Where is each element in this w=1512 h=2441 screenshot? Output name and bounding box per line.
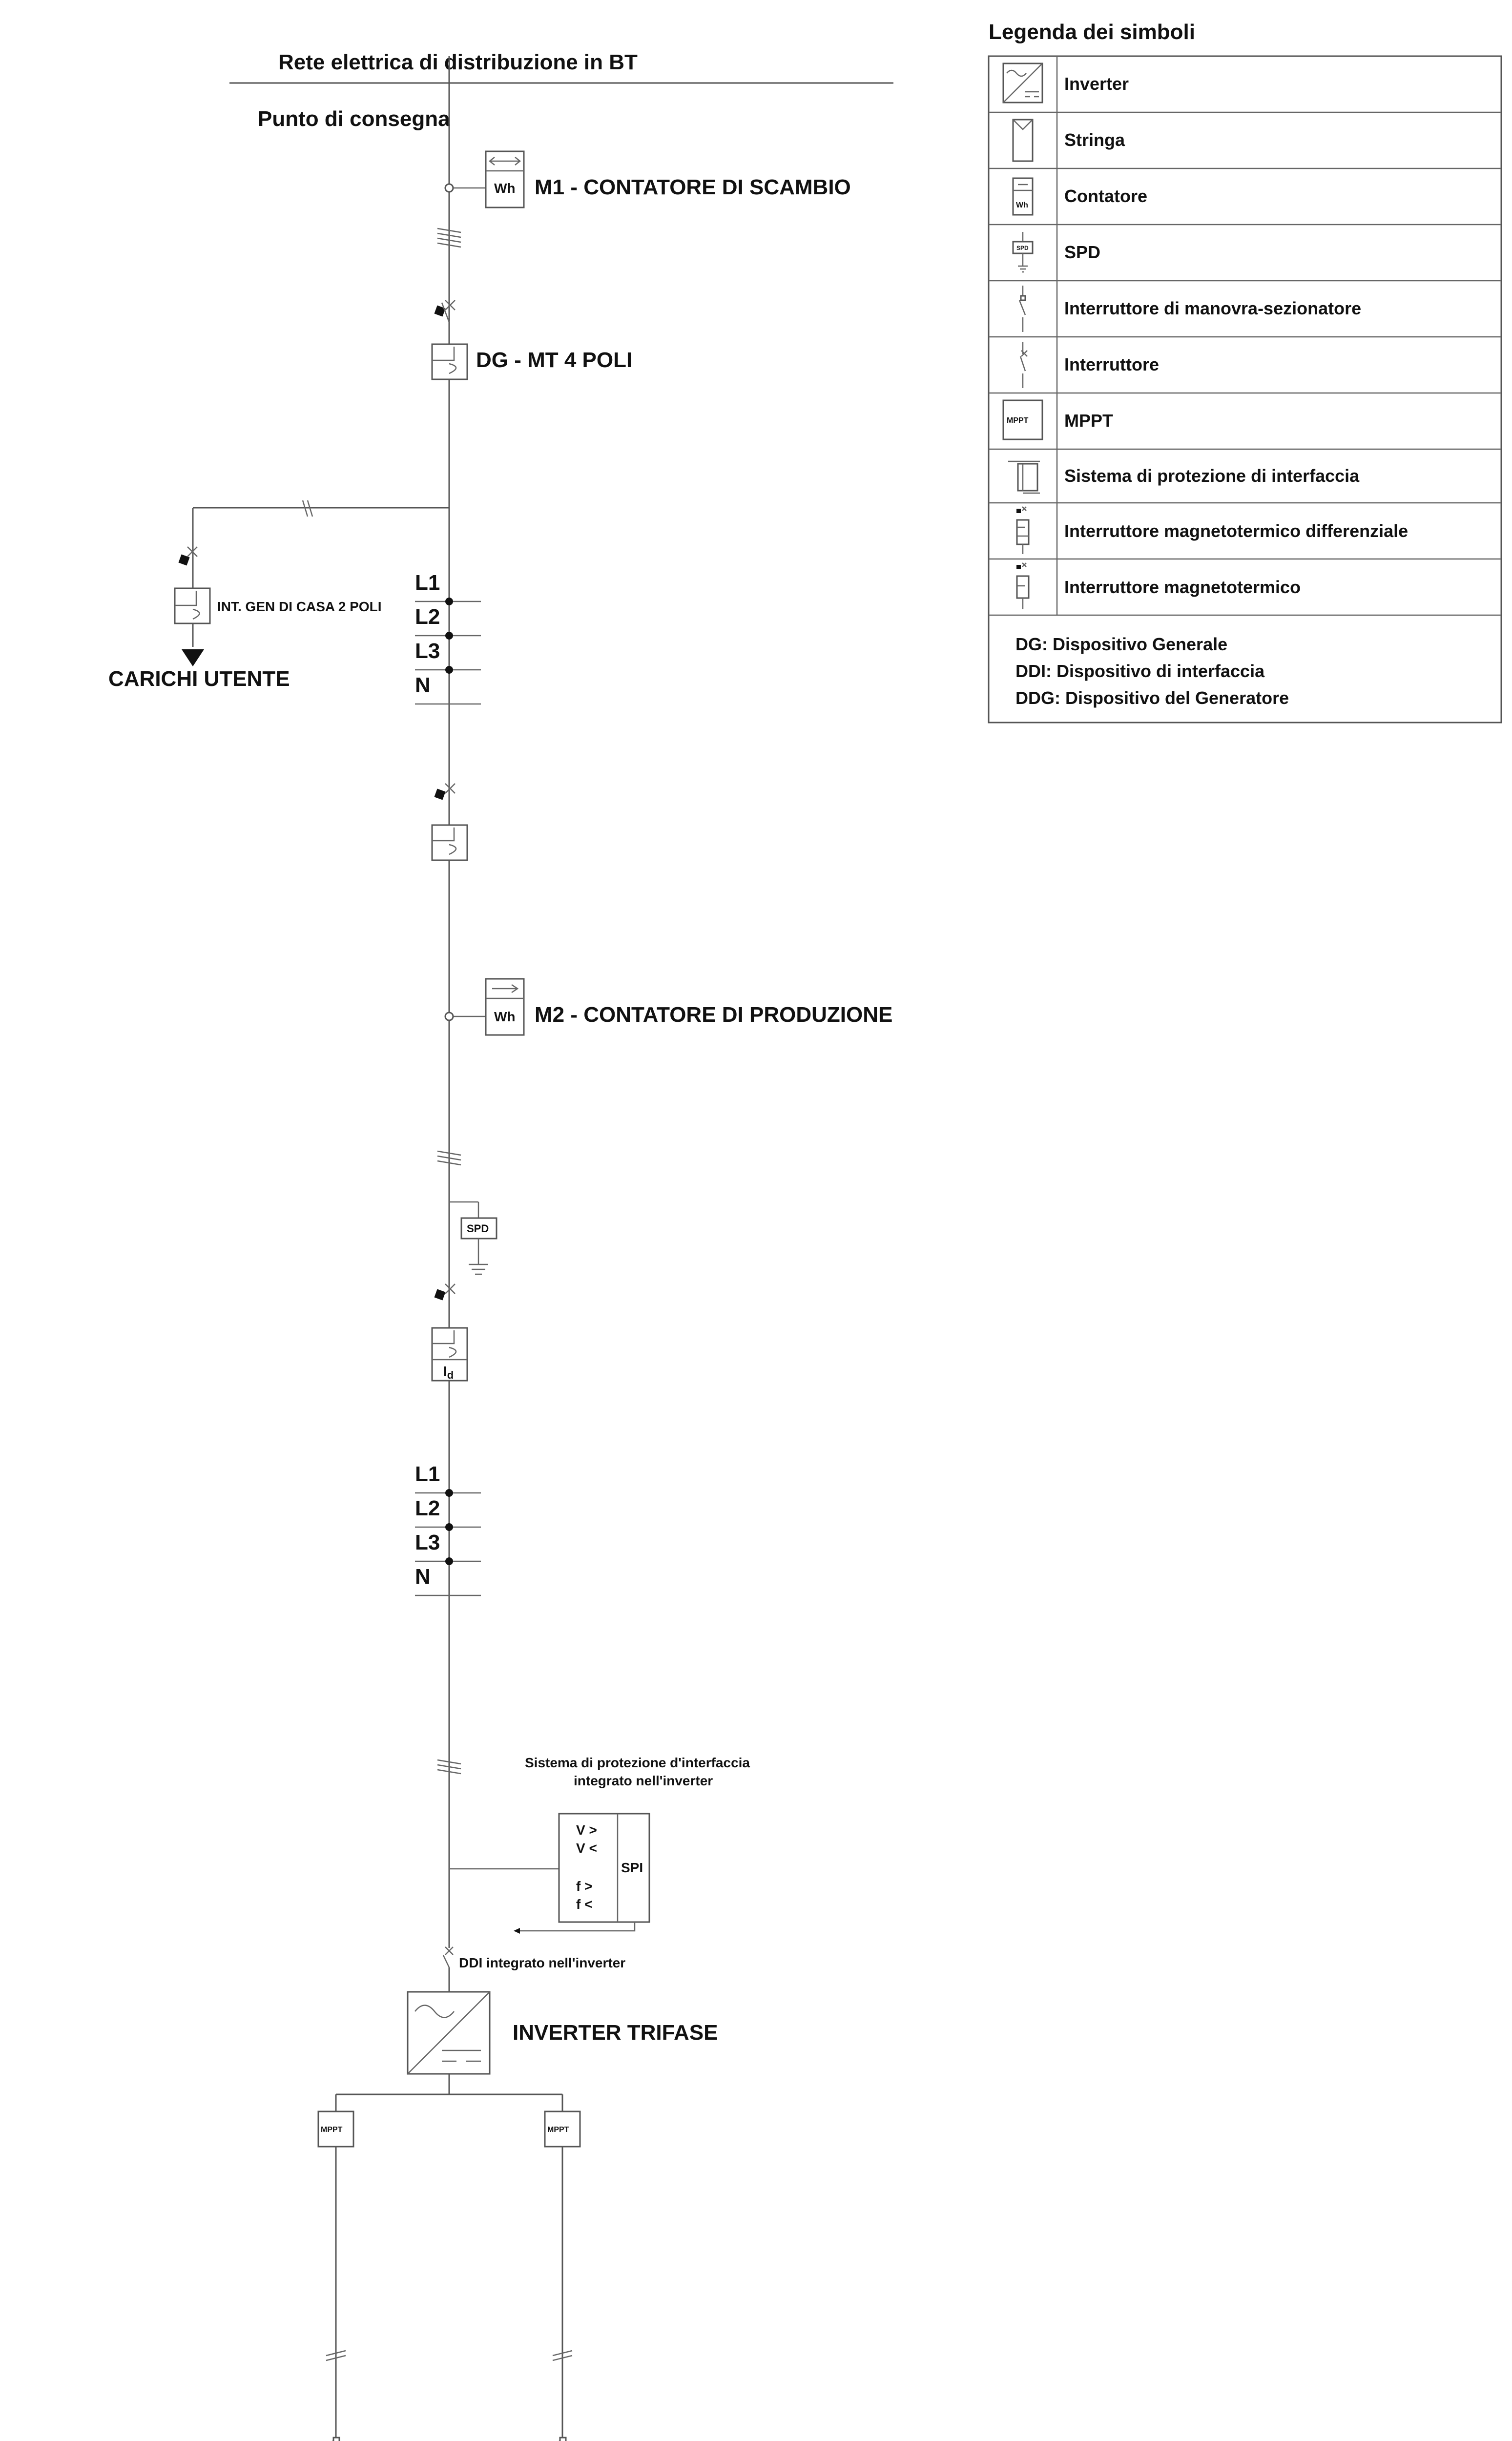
spi-relay xyxy=(449,1814,649,1934)
user-breaker-label: INT. GEN DI CASA 2 POLI xyxy=(217,599,382,614)
legend-item-inverter: Inverter xyxy=(1064,74,1129,94)
phase-l2-b: L2 xyxy=(415,1496,440,1520)
legend-meter-icon xyxy=(1013,178,1033,215)
legend-item-spd: SPD xyxy=(1064,242,1101,262)
user-loads-label: CARICHI UTENTE xyxy=(108,667,290,691)
legend-item-differential-breaker: Interruttore magnetotermico differenziale xyxy=(1064,521,1408,541)
spi-caption-1: Sistema di protezione d'interfaccia xyxy=(525,1755,750,1770)
delivery-point-label: Punto di consegna xyxy=(258,107,450,131)
legend-item-mt-breaker: Interruttore magnetotermico xyxy=(1064,577,1301,597)
legend-title: Legenda dei simboli xyxy=(989,20,1195,44)
legend-mppt-icon xyxy=(1003,400,1042,439)
legend-string-icon xyxy=(1013,120,1033,161)
dg-label: DG - MT 4 POLI xyxy=(476,348,633,372)
relay-f-high: f > xyxy=(576,1879,593,1894)
spd-ac xyxy=(449,1202,497,1274)
legend xyxy=(989,20,1501,723)
legend-item-spi: Sistema di protezione di interfaccia xyxy=(1064,466,1360,486)
phase-l2-a: L2 xyxy=(415,605,440,629)
phase-l1-b: L1 xyxy=(415,1462,440,1486)
network-title: Rete elettrica di distribuzione in BT xyxy=(278,50,638,74)
legend-note-ddi: DDI: Dispositivo di interfaccia xyxy=(1015,661,1265,681)
relay-v-low: V < xyxy=(576,1841,597,1856)
dc-distribution xyxy=(336,2074,562,2111)
ddi-switch xyxy=(443,1947,453,1992)
dc-string-right xyxy=(543,2111,607,2441)
legend-inverter-icon xyxy=(1003,63,1042,103)
legend-meter-unit: Wh xyxy=(1016,201,1028,209)
dc-string-left xyxy=(316,2111,381,2441)
legend-item-breaker: Interruttore xyxy=(1064,354,1160,374)
spi-label: SPI xyxy=(621,1860,643,1875)
differential-symbol: $I_d$ xyxy=(443,1364,454,1381)
meter-m1 xyxy=(445,151,524,207)
ddi-label: DDI integrato nell'inverter xyxy=(459,1955,626,1970)
load-arrow-icon xyxy=(182,649,204,666)
phase-l1-a: L1 xyxy=(415,571,440,595)
phase-l3-a: L3 xyxy=(415,639,440,663)
spd-ac-label: SPD xyxy=(467,1222,489,1235)
mppt-left-label: MPPT xyxy=(321,2126,343,2134)
phase-l3-b: L3 xyxy=(415,1531,440,1554)
relay-v-high: V > xyxy=(576,1822,597,1838)
meter-m1-label: M1 - CONTATORE DI SCAMBIO xyxy=(535,175,851,199)
relay-f-low: f < xyxy=(576,1897,593,1912)
legend-item-switch-disconnector: Interruttore di manovra-sezionatore xyxy=(1064,298,1362,318)
legend-item-meter: Contatore xyxy=(1064,186,1147,206)
inverter xyxy=(408,1992,490,2074)
user-branch xyxy=(175,500,449,666)
phase-n-b: N xyxy=(415,1565,431,1589)
meter-m2-unit: Wh xyxy=(494,1009,516,1024)
phase-n-a: N xyxy=(415,673,431,697)
spi-caption-2: integrato nell'inverter xyxy=(574,1773,713,1788)
cable-marker-2 xyxy=(437,1151,461,1165)
legend-note-dg: DG: Dispositivo Generale xyxy=(1015,634,1228,654)
legend-mppt-text: MPPT xyxy=(1007,416,1029,425)
meter-m2-label: M2 - CONTATORE DI PRODUZIONE xyxy=(535,1003,893,1027)
legend-item-string: Stringa xyxy=(1064,130,1125,150)
legend-note-ddg: DDG: Dispositivo del Generatore xyxy=(1015,688,1289,708)
cable-marker-3 xyxy=(437,1760,461,1774)
legend-item-mppt: MPPT xyxy=(1064,411,1114,431)
meter-m1-unit: Wh xyxy=(494,181,516,196)
meter-m2 xyxy=(445,979,524,1035)
mppt-right-label: MPPT xyxy=(547,2126,569,2134)
legend-spd-text: SPD xyxy=(1016,245,1029,251)
inverter-label: INVERTER TRIFASE xyxy=(513,2021,718,2045)
